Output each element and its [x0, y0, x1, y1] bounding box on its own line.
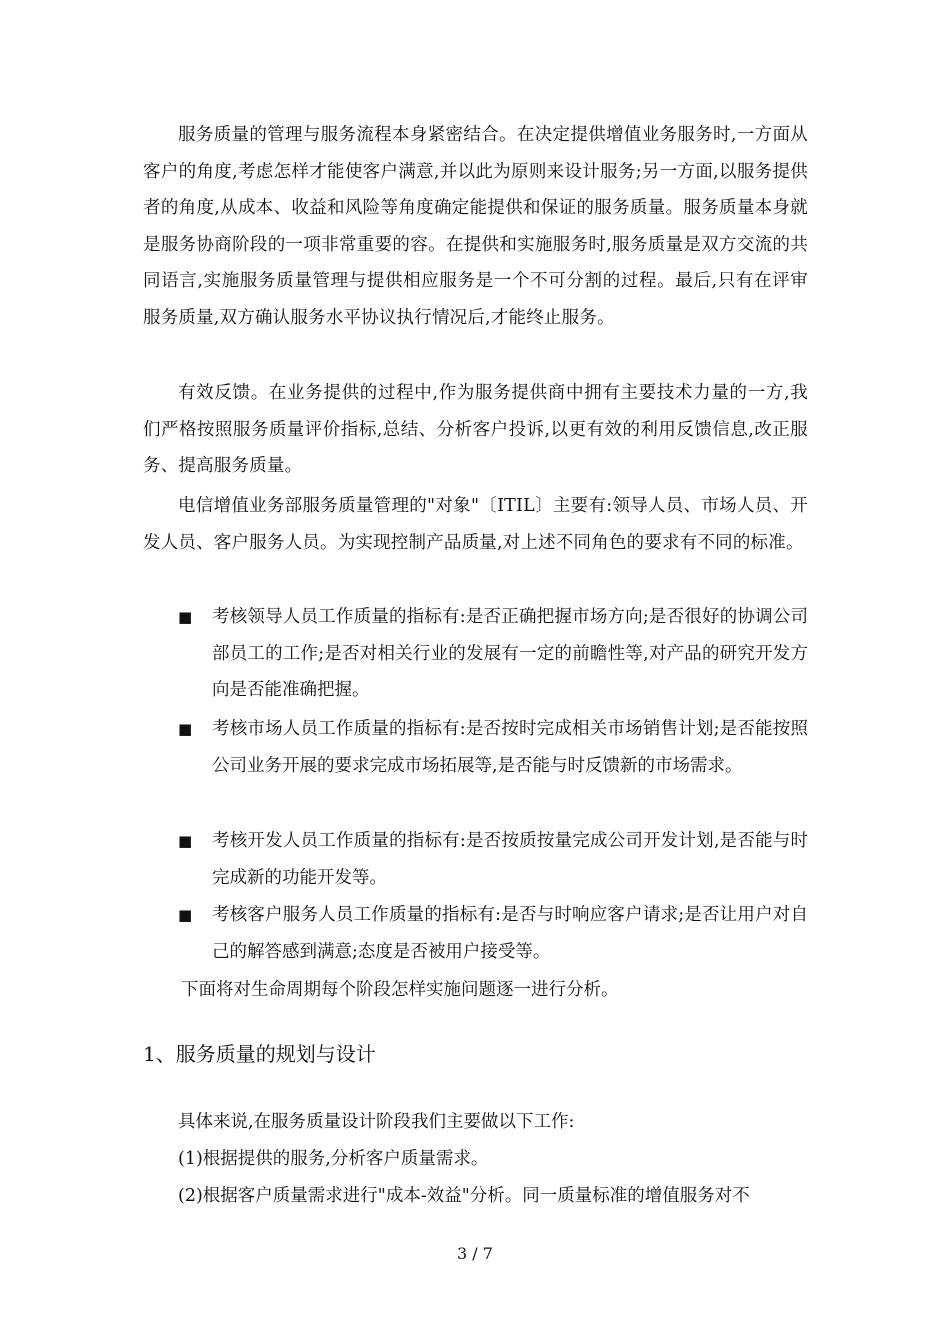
bullet-square-icon: ■ — [178, 608, 193, 626]
page-number: 3 / 7 — [457, 1244, 493, 1263]
bullet-item-marketing — [178, 711, 808, 784]
bullet-square-icon: ■ — [178, 720, 193, 738]
paragraph-management-objects: 电信增值业务部服务质量管理的"对象"〔ITIL〕主要有:领导人员、市场人员、开发人员、客户服务人员。为实现控制产品质量,对上述不同角色的要求有不同的标准。 — [143, 496, 808, 553]
paragraph-effective-feedback: 有效反馈。在业务提供的过程中,作为服务提供商中拥有主要技术力量的一方,我们严格按照服务质量评价指标,总结、分析客户投诉,以更有效的利用反馈信息,改正服务、提高服务质量。 — [143, 383, 808, 476]
closing-line: 下面将对生命周期每个阶段怎样实施问题逐一进行分析。 — [181, 980, 619, 1000]
section-intro: 具体来说,在服务质量设计阶段我们主要做以下工作: — [178, 1112, 575, 1132]
bullet-square-icon: ■ — [178, 906, 193, 924]
bullet-item-developers — [178, 823, 808, 896]
bullet-item-text: 考核开发人员工作质量的指标有:是否按质按量完成公司开发计划,是否能与时完成新的功能开发等。 — [212, 831, 808, 888]
section-heading: 1、服务质量的规划与设计 — [143, 1042, 376, 1066]
bullet-item-customer-service — [178, 897, 808, 970]
bullet-item-text: 考核客户服务人员工作质量的指标有:是否与时响应客户请求;是否让用户对自己的解答感到满意;态度是否被用户接受等。 — [212, 905, 808, 962]
bullet-item-text: 考核领导人员工作质量的指标有:是否正确把握市场方向;是否很好的协调公司部员工的工作;是否对相关行业的发展有一定的前瞻性等,对产品的研究开发方向是否能准确把握。 — [212, 607, 808, 700]
bullet-item-leaders — [178, 599, 808, 709]
section-list-item-1: (1)根据提供的服务,分析客户质量需求。 — [178, 1149, 489, 1169]
paragraph-service-quality-management: 服务质量的管理与服务流程本身紧密结合。在决定提供增值业务服务时,一方面从客户的角度,考虑怎样才能使客户满意,并以此为原则来设计服务;另一方面,以服务提供者的角度,从成本、收益和风险等角度确定能提供和保证的服务质量。服务质量本身就是服务协商阶段的一项非常重要的容。在提供和实施服务时,服务质量是双方交流的共同语言,实施服务质量管理与提供相应服务是一个不可分割的过程。最后,只有在评审服务质量,双方确认服务水平协议执行情况后,才能终止服务。 — [143, 125, 808, 328]
section-list-item-2: (2)根据客户质量需求进行"成本-效益"分析。同一质量标准的增值服务对不 — [178, 1186, 750, 1206]
bullet-square-icon: ■ — [178, 832, 193, 850]
bullet-item-text: 考核市场人员工作质量的指标有:是否按时完成相关市场销售计划;是否能按照公司业务开展的要求完成市场拓展等,是否能与时反馈新的市场需求。 — [212, 719, 808, 776]
